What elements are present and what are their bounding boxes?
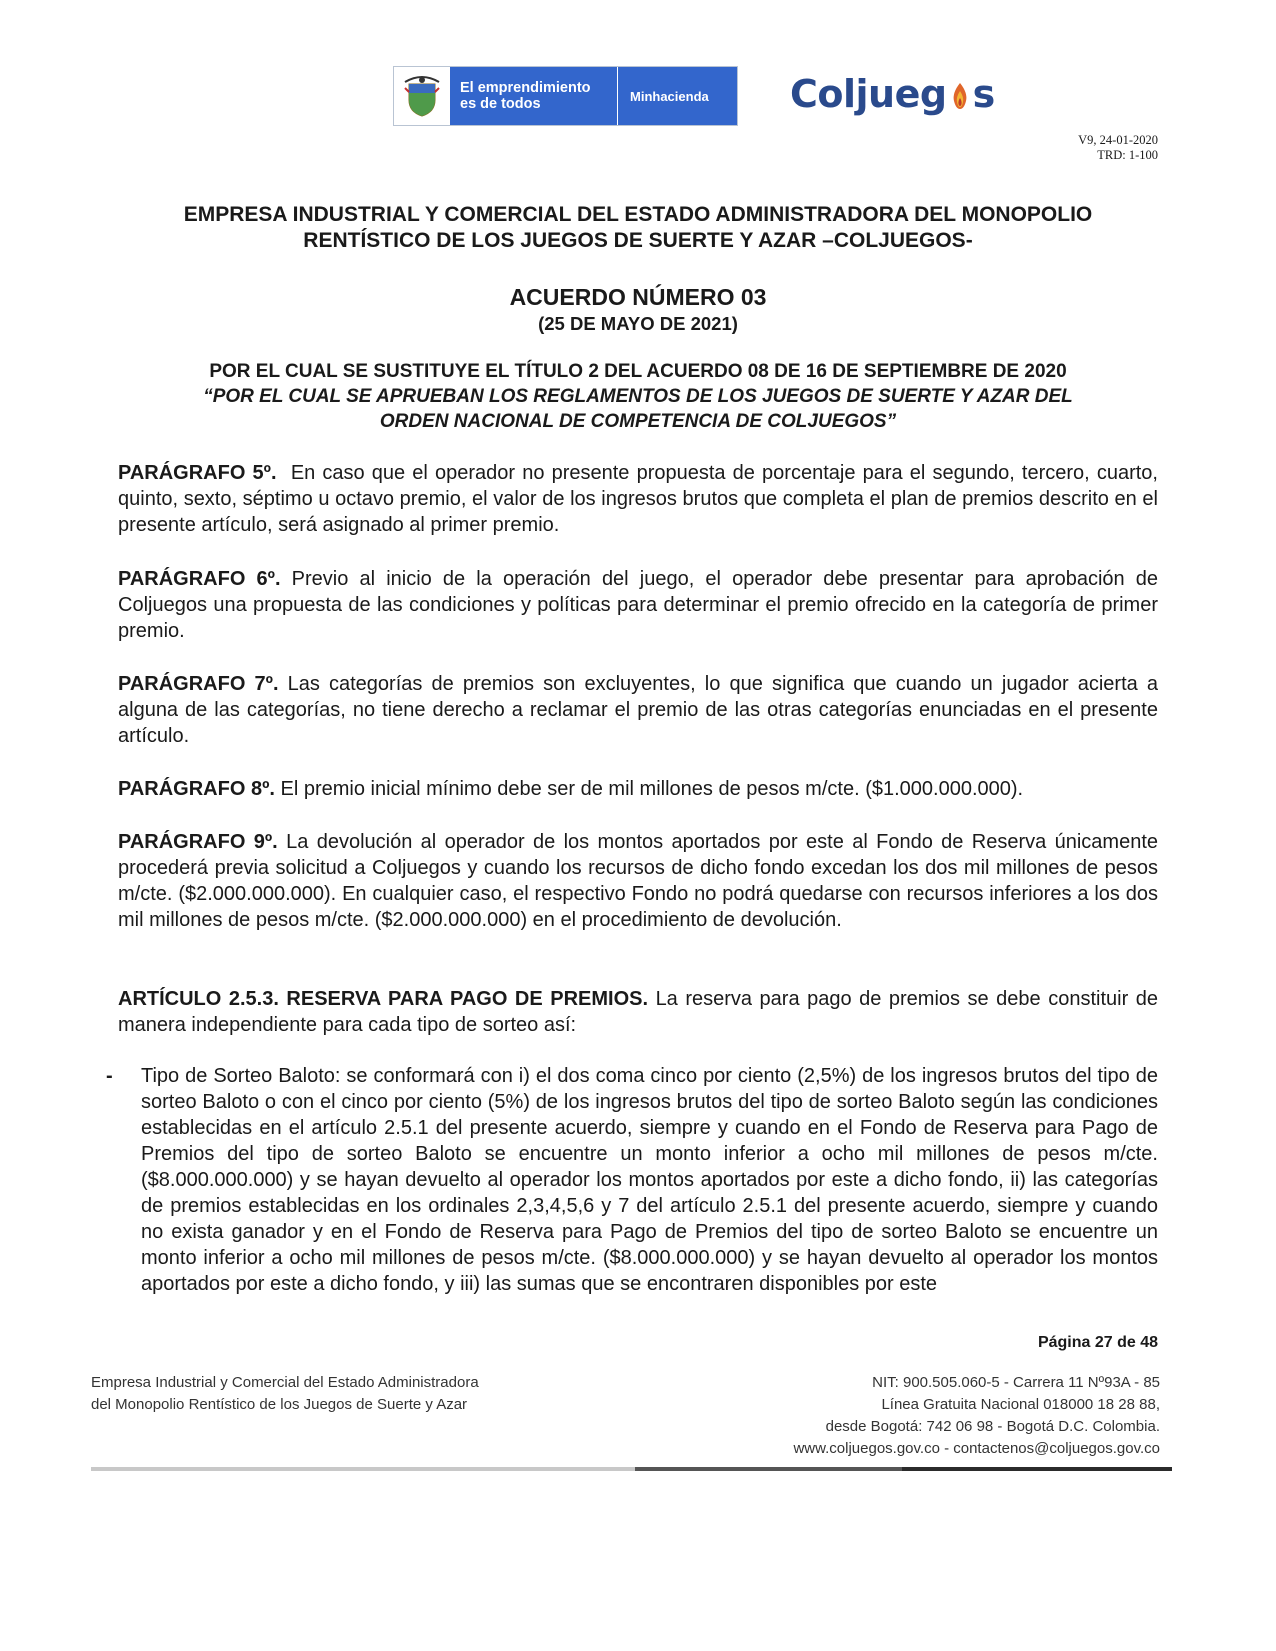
page-number: Página 27 de 48 xyxy=(1037,1334,1158,1351)
paragraph-7 xyxy=(118,671,1158,749)
trd-text: TRD: 1-100 xyxy=(1097,148,1158,162)
subject-line2: “POR EL CUAL SE APRUEBAN LOS REGLAMENTOS DE LOS JUEGOS DE SUERTE Y AZAR DEL xyxy=(203,386,1073,407)
paragraph-6-label: PARÁGRAFO 6º. xyxy=(118,568,281,590)
coljuegos-logo xyxy=(790,72,995,116)
paragraph-8 xyxy=(118,776,1158,802)
paragraph-7-label: PARÁGRAFO 7º. xyxy=(118,673,279,695)
government-logo xyxy=(393,66,738,126)
ministry-label: Minhacienda xyxy=(618,67,737,125)
gov-slogan-line2: es de todos xyxy=(460,96,541,112)
paragraph-6-text: Previo al inicio de la operación del juego, el operador debe presentar para aprobación de Coljuegos una propuesta de las condiciones y políticas para determinar el premio ofrecido en la categoría de primer premio. xyxy=(118,568,1159,642)
paragraph-9-label: PARÁGRAFO 9º. xyxy=(118,831,278,853)
paragraph-8-label: PARÁGRAFO 8º. xyxy=(118,778,275,800)
article-2-5-3-text: La reserva para pago de premios se debe constituir de manera independiente para cada tipo de sorteo así: xyxy=(118,988,1158,1036)
paragraph-9-text: La devolución al operador de los montos aportados por este al Fondo de Reserva únicamente procederá previa solicitud a Coljuegos y cuando los recursos de dicho fondo excedan los dos mil millones de pesos m/cte. ($2.000.000.000). En cualquier caso, el respectivo Fondo no podrá quedarse con recursos inferiores a los dos mil millones de pesos m/cte. ($2.000.000.000) en el procedimiento de devolución. xyxy=(118,831,1158,931)
paragraph-5-text: En caso que el operador no presente propuesta de porcentaje para el segundo, tercero, cuarto, quinto, sexto, séptimo u octavo premio, el valor de los ingresos brutos que completa el plan de premios descrito en el presente artículo, será asignado al primer premio. xyxy=(118,462,1158,536)
document-version xyxy=(1078,133,1158,163)
footer-divider xyxy=(91,1467,1172,1471)
subject-line1: POR EL CUAL SE SUSTITUYE EL TÍTULO 2 DEL ACUERDO 08 DE 16 DE SEPTIEMBRE DE 2020 xyxy=(209,361,1067,382)
footer-entity-line1: Empresa Industrial y Comercial del Estado Administradora xyxy=(91,1374,479,1391)
agreement-date: (25 DE MAYO DE 2021) xyxy=(538,313,738,334)
article-2-5-3 xyxy=(118,986,1158,1038)
coat-of-arms-icon xyxy=(394,67,450,125)
gov-logo-divider xyxy=(617,67,618,125)
bullet-baloto: Tipo de Sorteo Baloto: se conformará con i) el dos coma cinco por ciento (2,5%) de los ingresos brutos del tipo de sorteo Baloto o con el cinco por ciento (5%) de los ingresos brutos del tipo de sorteo Baloto según las condiciones establecidas en el artículo 2.5.1 del presente acuerdo, siempre y cuando en el Fondo de Reserva para Pago de Premios del tipo de sorteo Baloto se encuentre un monto inferior a ocho mil millones de pesos m/cte. ($8.000.000.000) y se hayan devuelto al operador los montos aportados por este a dicho fondo, ii) las categorías de premios establecidas en los ordinales 2,3,4,5,6 y 7 del artículo 2.5.1 del presente acuerdo, siempre y cuando no exista ganador y en el Fondo de Reserva para Pago de Premios del tipo de sorteo Baloto se encuentre un monto inferior a ocho mil millones de pesos m/cte. ($8.000.000.000) y se hayan devuelto al operador los montos aportados por este a dicho fondo, y iii) las sumas que se encontraren disponibles por este xyxy=(141,1065,1158,1295)
paragraph-5 xyxy=(118,460,1158,538)
footer-nit-address: NIT: 900.505.060-5 - Carrera 11 Nº93A - 85 xyxy=(872,1374,1160,1391)
paragraph-6 xyxy=(118,566,1158,644)
agreement-subject xyxy=(0,359,1276,434)
footer-contact xyxy=(793,1372,1160,1460)
version-text: V9, 24-01-2020 xyxy=(1078,133,1158,147)
entity-title-line1: EMPRESA INDUSTRIAL Y COMERCIAL DEL ESTADO ADMINISTRADORA DEL MONOPOLIO xyxy=(183,203,1093,226)
entity-title-line2: RENTÍSTICO DE LOS JUEGOS DE SUERTE Y AZAR –COLJUEGOS- xyxy=(303,229,973,252)
paragraph-9 xyxy=(118,829,1158,933)
footer-entity-line2: del Monopolio Rentístico de los Juegos de Suerte y Azar xyxy=(91,1396,468,1413)
footer-divider-mid xyxy=(635,1467,902,1471)
bullet-marker: - xyxy=(106,1065,113,1087)
brand-name-part2: s xyxy=(972,72,995,116)
agreement-number: ACUERDO NÚMERO 03 xyxy=(509,284,767,310)
gov-slogan-line1: El emprendimiento xyxy=(460,80,591,96)
paragraph-8-text: El premio inicial mínimo debe ser de mil millones de pesos m/cte. ($1.000.000.000). xyxy=(280,778,1024,800)
subject-line3: ORDEN NACIONAL DE COMPETENCIA DE COLJUEGOS” xyxy=(379,411,897,432)
article-2-5-3-label: ARTÍCULO 2.5.3. RESERVA PARA PAGO DE PREMIOS. xyxy=(118,988,649,1010)
footer-bogota-phone: desde Bogotá: 742 06 98 - Bogotá D.C. Colombia. xyxy=(825,1418,1160,1435)
footer-divider-light xyxy=(91,1467,635,1471)
footer-web-email[interactable]: www.coljuegos.gov.co - contactenos@coljuegos.gov.co xyxy=(793,1440,1160,1457)
footer-divider-dark xyxy=(902,1467,1172,1471)
paragraph-7-text: Las categorías de premios son excluyentes, lo que significa que cuando un jugador acierta a alguna de las categorías, no tiene derecho a reclamar el premio de las otras categorías enunciadas en el presente artículo. xyxy=(118,673,1158,747)
paragraph-5-label: PARÁGRAFO 5º. xyxy=(118,462,277,484)
footer-phone-line: Línea Gratuita Nacional 018000 18 28 88, xyxy=(881,1396,1160,1413)
footer-entity xyxy=(91,1372,479,1416)
brand-name-part1: Coljueg xyxy=(790,72,947,116)
entity-title xyxy=(0,202,1276,254)
gov-slogan xyxy=(450,67,617,125)
brand-flame-icon xyxy=(948,81,972,111)
